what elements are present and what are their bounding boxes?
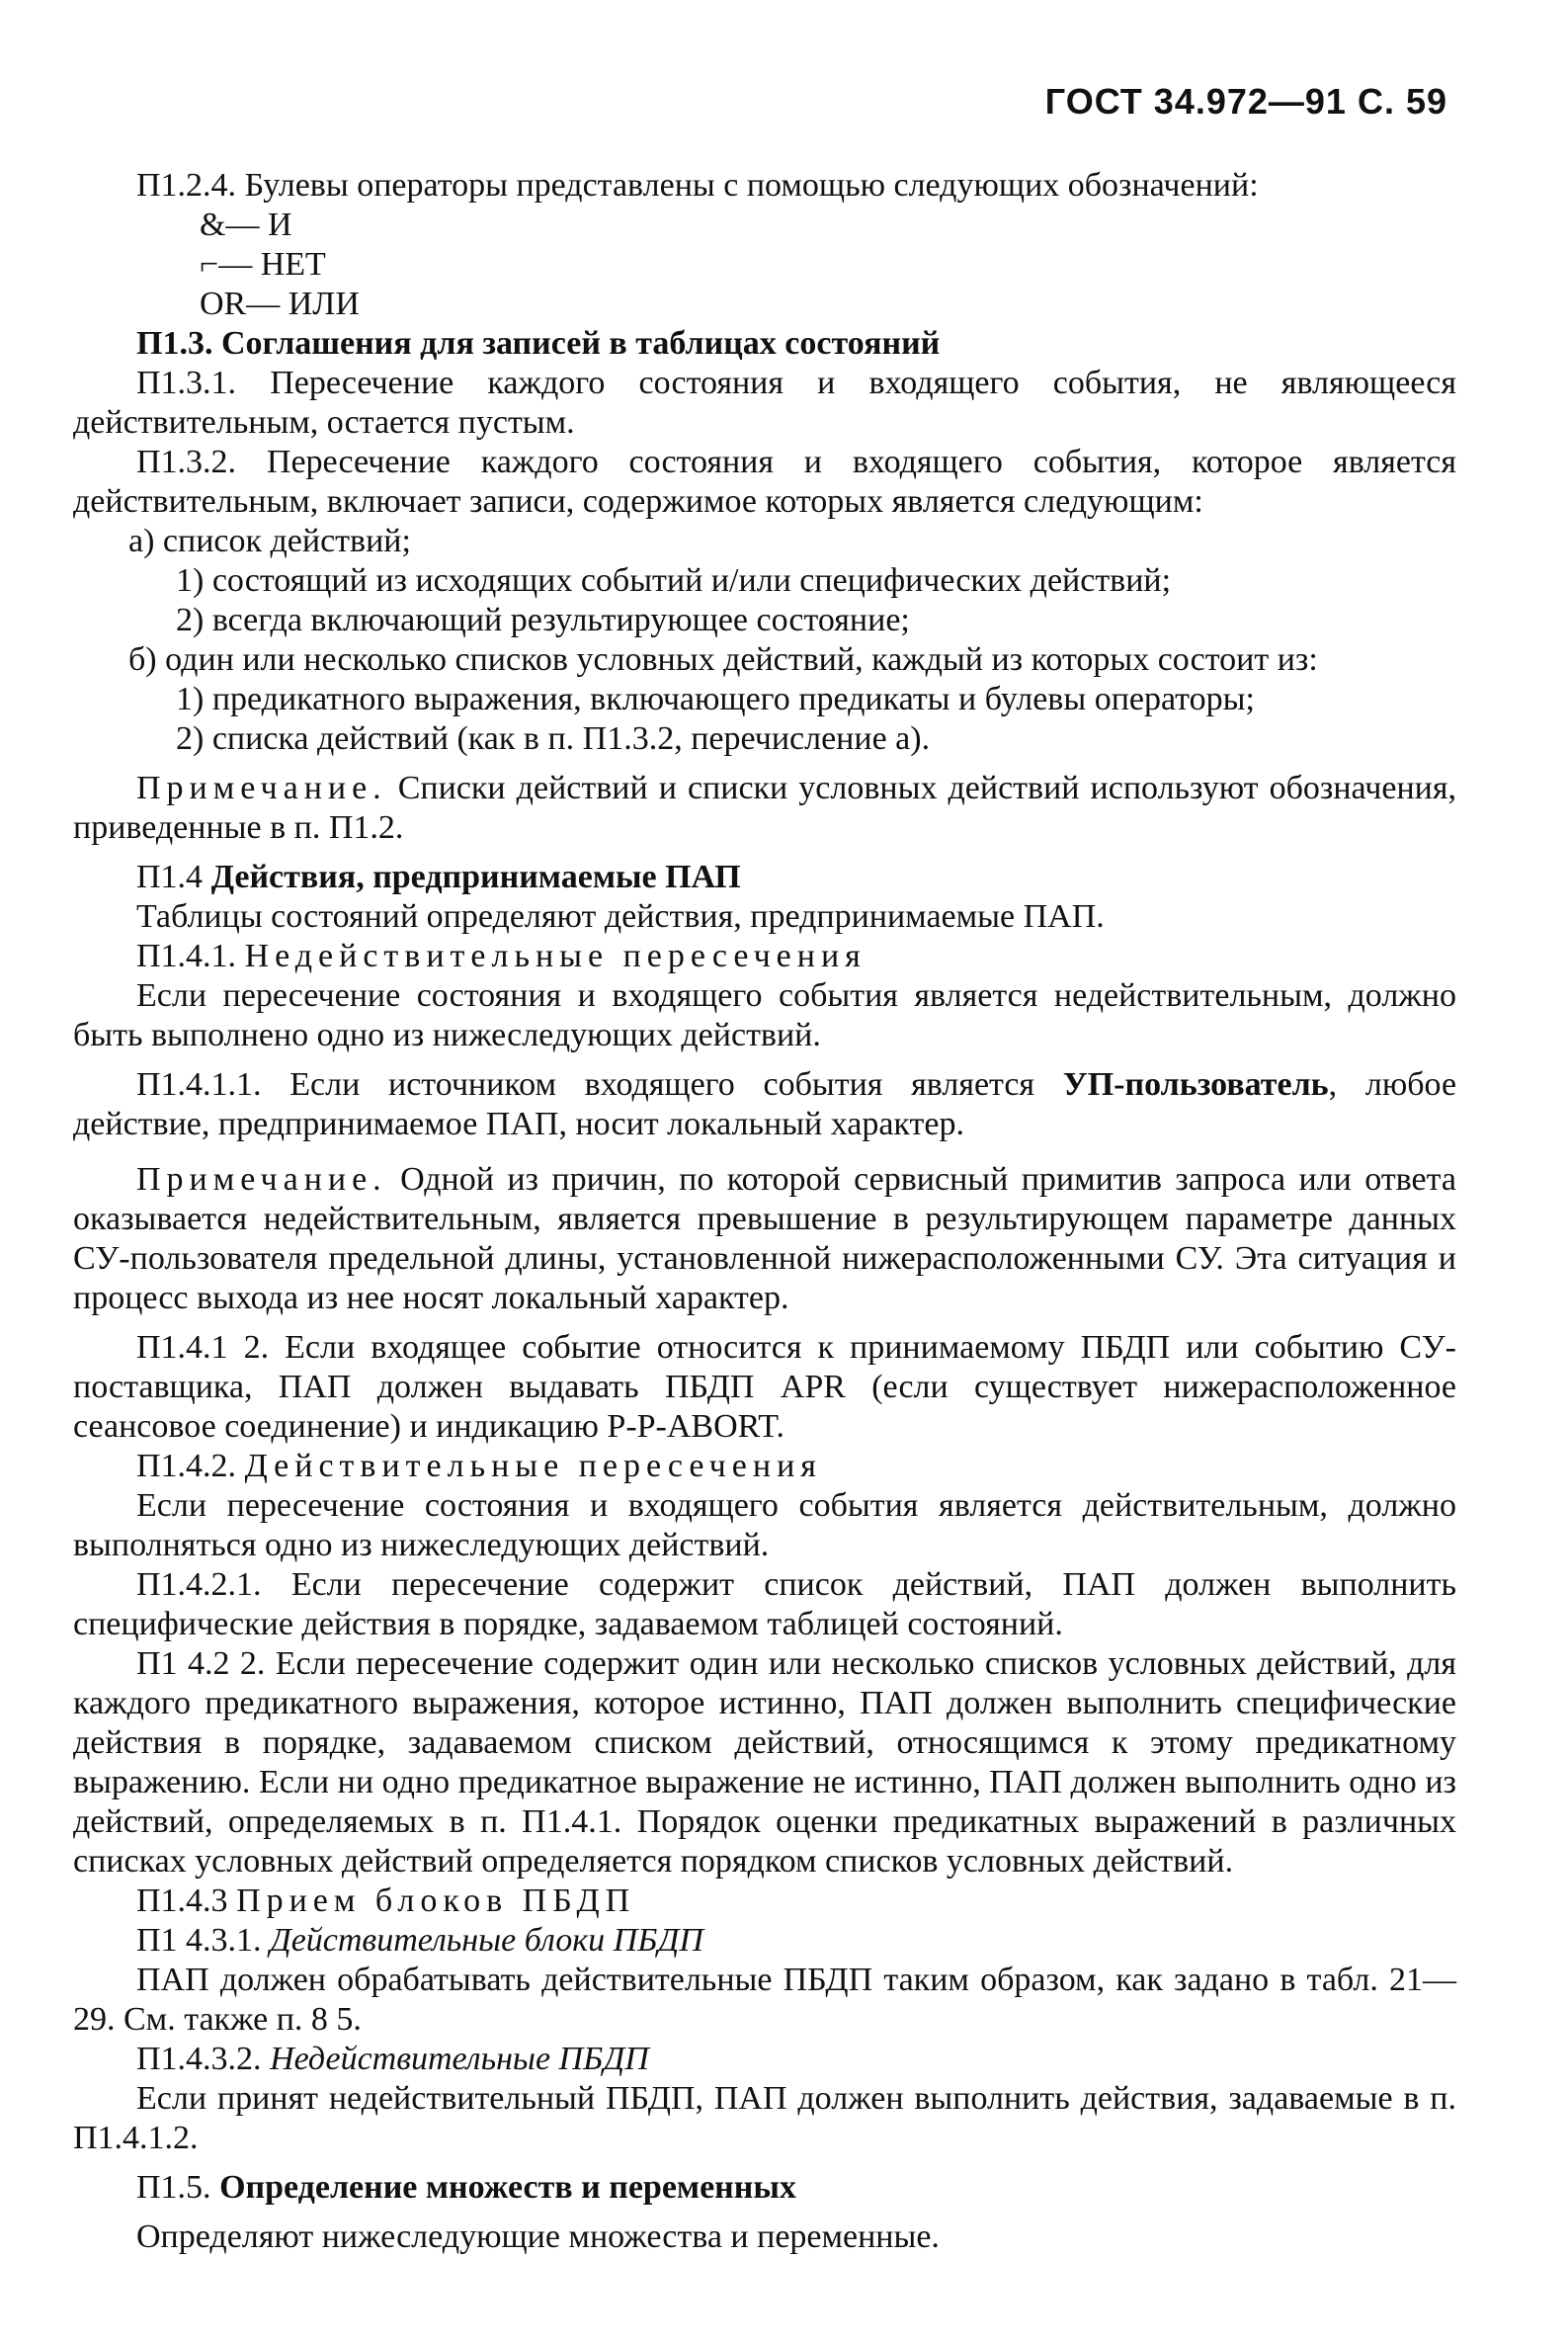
paragraph-p1-4-1-1 bbox=[73, 1065, 1456, 1144]
clause-text: Если пересечение содержит список действий, ПАП должен выполнить специфические действия в порядке, задаваемом таблицей состояний. bbox=[73, 1566, 1456, 1642]
clause-number: П1.3.1. bbox=[136, 365, 237, 401]
paragraph-p1-4-3-1-text: ПАП должен обрабатывать действительные ПБДП таким образом, как задано в табл. 21—29. См. также п. 8 5. bbox=[73, 1962, 1456, 2038]
clause-text: Если входящее событие относится к принимаемому ПБДП или событию СУ-поставщика, ПАП должен выдавать ПБДП APR (если существует нижерасположенное сеансовое соединение) и индикацию P-P-ABORT. bbox=[73, 1329, 1457, 1445]
clause-number: П1.2.4. bbox=[136, 167, 237, 204]
heading-number: П1.4.2. bbox=[136, 1448, 237, 1484]
list-item-b: б) один или несколько списков условных действий, каждый из которых состоит из: bbox=[128, 641, 1318, 678]
heading-title: Действия, предпринимаемые ПАП bbox=[210, 859, 741, 895]
operator-label: НЕТ bbox=[260, 246, 326, 283]
operator-or bbox=[73, 285, 1456, 324]
heading-p1-4-2 bbox=[73, 1447, 1456, 1486]
clause-text: Если пересечение содержит один или несколько списков условных действий, для каждого предикатного выражения, которое истинно, ПАП должен выполнить специфические действия в порядке, задаваемом списком действий, относящимся к этому предикатному выражению. Если ни одно предикатное выражение не истинно, ПАП должен выполнить одно из действий, определяемых в п. П1.4.1. Порядок оценки предикатных выражений в различных списках условных действий определяется порядком списков условных действий. bbox=[73, 1645, 1456, 1880]
heading-number: П1.4.1. bbox=[136, 938, 237, 974]
clause-number: П1.4.1.1. bbox=[136, 1066, 262, 1103]
heading-title: Действительные пересечения bbox=[244, 1448, 822, 1484]
operator-dash: — bbox=[246, 286, 281, 322]
heading-p1-4-3-2 bbox=[73, 2040, 1456, 2079]
heading-p1-4-1 bbox=[73, 937, 1456, 976]
heading-title: Недействительные пересечения bbox=[244, 938, 867, 974]
paragraph-p1-4-3-2-text: Если принят недействительный ПБДП, ПАП должен выполнить действия, задаваемые в п. П1.4.1.2. bbox=[73, 2080, 1456, 2156]
paragraph-p1-2-4 bbox=[73, 166, 1456, 206]
clause-emphasis: УП-пользователь bbox=[1062, 1066, 1329, 1103]
clause-text: Пересечение каждого состояния и входящего события, которое является действительным, включает записи, содержимое которых является следующим: bbox=[73, 444, 1457, 520]
operator-symbol: & bbox=[200, 207, 226, 243]
operator-and bbox=[73, 206, 1456, 245]
paragraph-p1-4-2-text: Если пересечение состояния и входящего события является действительным, должно выполняться одно из нижеследующих действий. bbox=[73, 1487, 1456, 1563]
paragraph-p1-3-1 bbox=[73, 364, 1456, 443]
heading-title: Недействительные ПБДП bbox=[270, 2041, 649, 2077]
paragraph-p1-5-text: Определяют нижеследующие множества и переменные. bbox=[136, 2218, 940, 2255]
clause-text: Пересечение каждого состояния и входящего события, не являющееся действительным, остается пустым. bbox=[73, 365, 1456, 441]
operator-dash: — bbox=[225, 207, 260, 243]
heading-number: П1.4.3.2. bbox=[136, 2041, 262, 2077]
heading-title: Определение множеств и переменных bbox=[219, 2169, 796, 2206]
document-body bbox=[73, 166, 1456, 2257]
note-label: Примечание. bbox=[136, 1161, 387, 1198]
clause-text-continued: , любое действие, предпринимаемое ПАП, носит локальный характер. bbox=[73, 1066, 1457, 1142]
heading-title: Действительные блоки ПБДП bbox=[270, 1922, 703, 1959]
paragraph-p1-4-1-text: Если пересечение состояния и входящего события является недействительным, должно быть выполнено одно из нижеследующих действий. bbox=[73, 977, 1456, 1053]
list-item-a2: 2) всегда включающий результирующее состояние; bbox=[176, 602, 910, 638]
operator-label: И bbox=[267, 207, 292, 243]
note-label: Примечание. bbox=[136, 770, 387, 806]
list-item-b2: 2) списка действий (как в п. П1.3.2, перечисление а). bbox=[176, 720, 931, 757]
heading-number: П1.5. bbox=[136, 2169, 211, 2206]
heading-title: Соглашения для записей в таблицах состояний bbox=[220, 325, 941, 362]
heading-number: П1.4.3 bbox=[136, 1882, 228, 1919]
heading-number: П1.4 bbox=[136, 859, 204, 895]
paragraph-p1-4-2-1 bbox=[73, 1565, 1456, 1644]
heading-number: П1.3. bbox=[136, 325, 213, 362]
heading-p1-4-3-1 bbox=[73, 1921, 1456, 1961]
note-text: Одной из причин, по которой сервисный примитив запроса или ответа оказывается недействительным, является превышение в результирующем параметре данных СУ-пользователя предельной длины, установленной нижерасположенными СУ. Эта ситуация и процесс выхода из нее носят локальный характер. bbox=[73, 1161, 1456, 1316]
heading-p1-5 bbox=[73, 2168, 1456, 2208]
heading-p1-4 bbox=[73, 858, 1456, 897]
heading-p1-3 bbox=[73, 324, 1456, 364]
operator-symbol: ⌐ bbox=[200, 246, 219, 283]
list-item-a1: 1) состоящий из исходящих событий и/или специфических действий; bbox=[176, 562, 1172, 599]
clause-number: П1.4.1 2. bbox=[136, 1329, 270, 1366]
clause-number: П1.4.2.1. bbox=[136, 1566, 262, 1603]
operator-label: ИЛИ bbox=[288, 286, 360, 322]
clause-text: Булевы операторы представлены с помощью следующих обозначений: bbox=[244, 167, 1259, 204]
heading-p1-4-3 bbox=[73, 1881, 1456, 1921]
note-text: Списки действий и списки условных действий используют обозначения, приведенные в п. П1.2. bbox=[73, 770, 1457, 846]
list-item-a: а) список действий; bbox=[128, 523, 411, 559]
operator-symbol: OR bbox=[200, 286, 247, 322]
page-header: ГОСТ 34.972—91 С. 59 bbox=[1044, 81, 1447, 122]
note-2 bbox=[73, 1160, 1456, 1318]
operator-not bbox=[73, 245, 1456, 285]
clause-number: П1.3.2. bbox=[136, 444, 237, 480]
paragraph-p1-3-2 bbox=[73, 443, 1456, 522]
paragraph-p1-4-intro: Таблицы состояний определяют действия, предпринимаемые ПАП. bbox=[136, 898, 1105, 935]
heading-number: П1 4.3.1. bbox=[136, 1922, 262, 1959]
list-item-b1: 1) предикатного выражения, включающего предикаты и булевы операторы; bbox=[176, 681, 1255, 717]
operator-dash: — bbox=[218, 246, 253, 283]
clause-number: П1 4.2 2. bbox=[136, 1645, 266, 1682]
paragraph-p1-4-2-2 bbox=[73, 1644, 1456, 1881]
note-1 bbox=[73, 769, 1456, 848]
clause-text: Если источником входящего события является bbox=[289, 1066, 1035, 1103]
heading-title: Прием блоков ПБДП bbox=[236, 1882, 636, 1919]
paragraph-p1-4-1-2 bbox=[73, 1328, 1456, 1447]
